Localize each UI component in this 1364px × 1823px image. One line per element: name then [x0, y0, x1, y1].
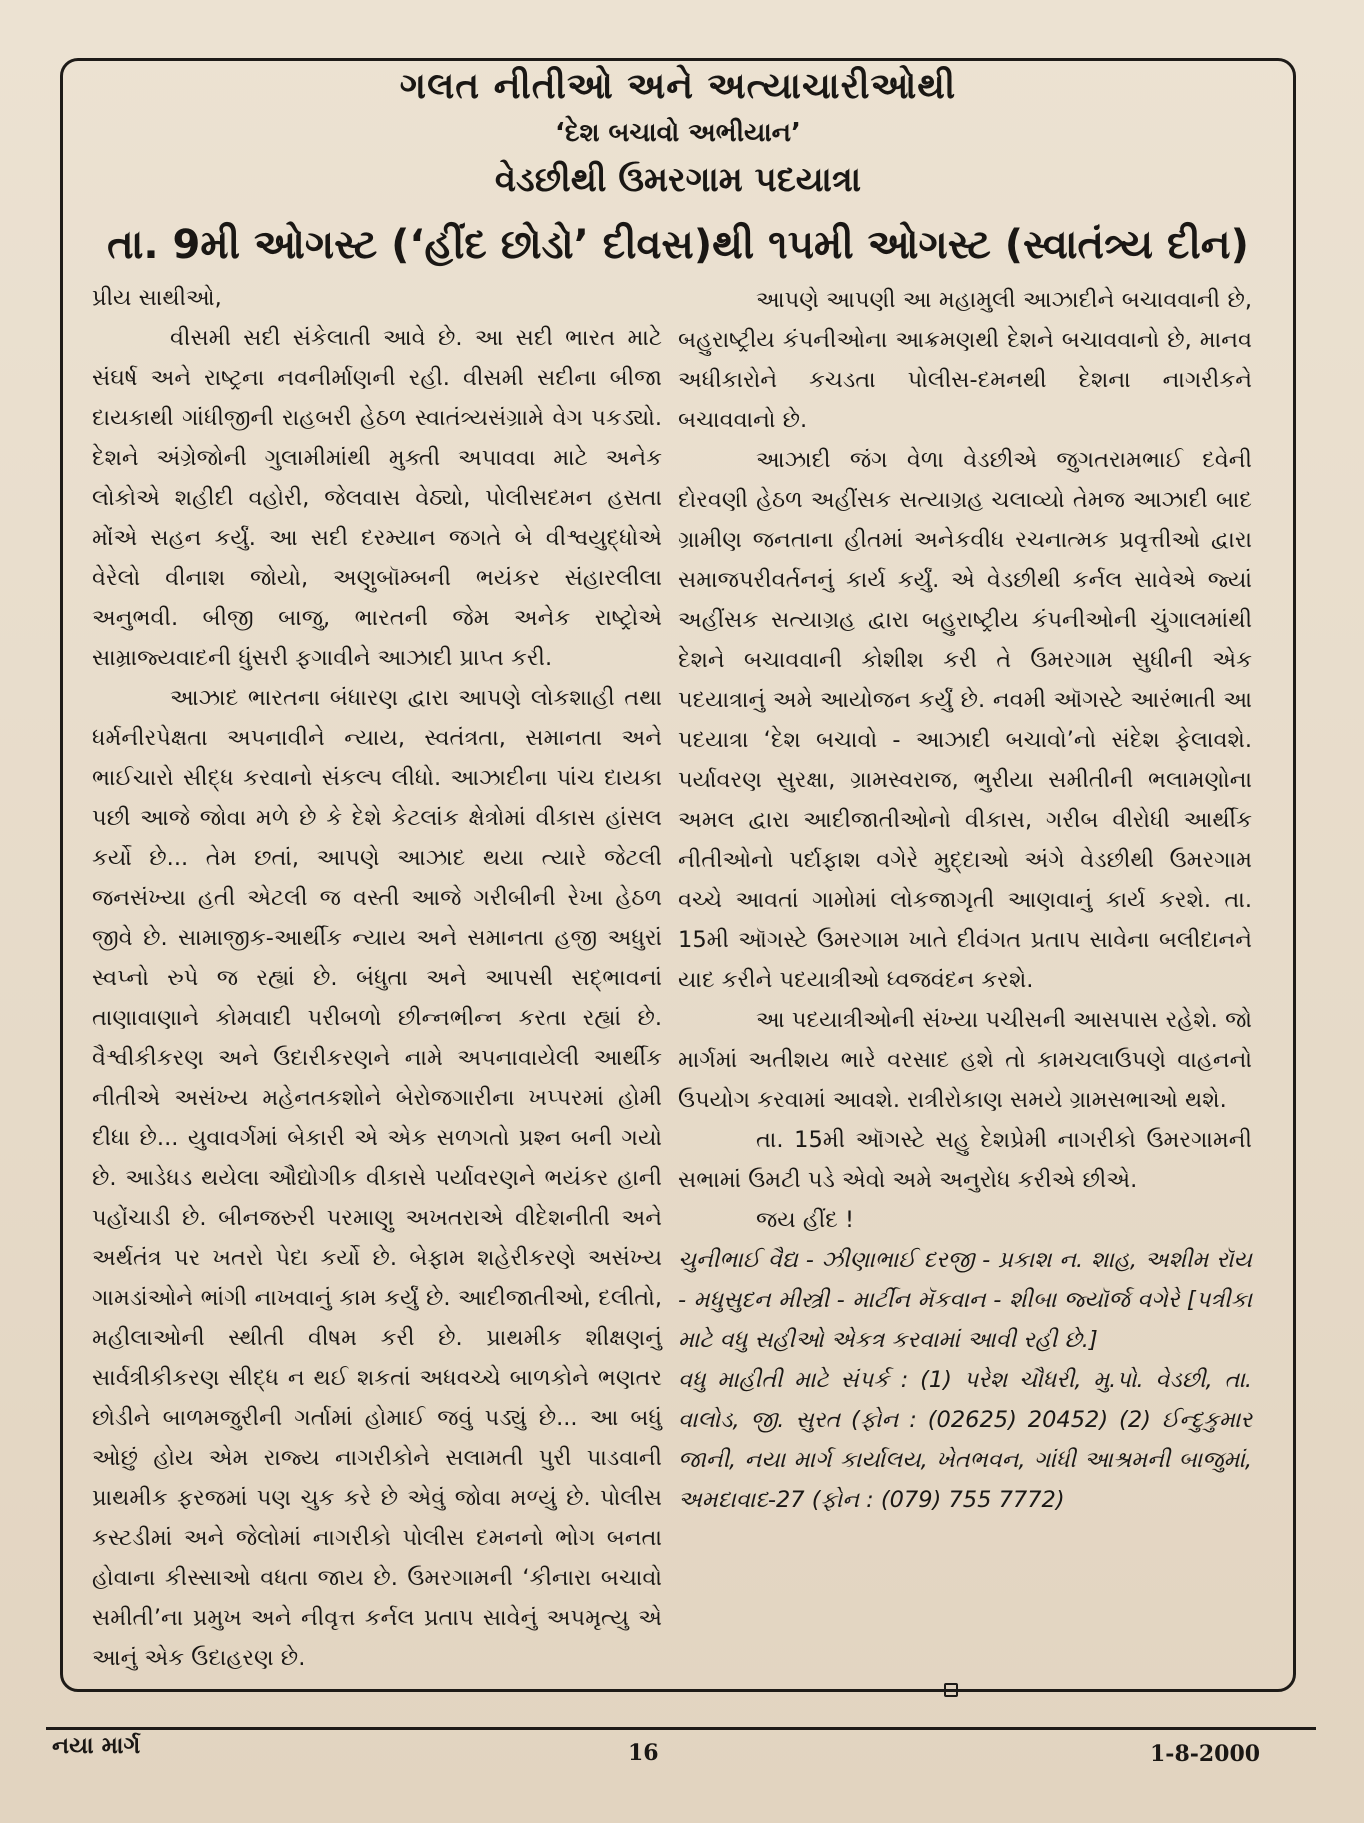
footer-rule	[46, 1727, 1316, 1730]
signatories: ચુનીભાઈ વૈદ્ય - ઝીણાભાઈ દરજી - પ્રકાશ ન. શાહ, અશીમ રૉય - મધુસુદન મીસ્ત્રી - માર્ટીન મૅકવાન - શીબા જ્યૉર્જ વગેરે [પત્રીકા માટે વધુ સહીઓ એકત્ર કરવામાં આવી રહી છે.]	[678, 1247, 1252, 1353]
publication-name: નયા માર્ગ	[52, 1733, 141, 1759]
left-column	[92, 278, 662, 1678]
issue-date: 1-8-2000	[1150, 1741, 1261, 1767]
right-paragraph-2: આઝાદી જંગ વેળા વેડછીએ જુગતરામભાઈ દવેની દોરવણી હેઠળ અહીંસક સત્યાગ્રહ ચલાવ્યો તેમજ આઝાદી બાદ ગ્રામીણ જનતાના હીતમાં અનેકવીધ રચનાત્મક પ્રવૃત્તીઓ દ્વારા સમાજપરીવર્તનનું કાર્ય કર્યું. એ વેડછીથી કર્નલ સાવેએ જ્યાં અહીંસક સત્યાગ્રહ દ્વારા બહુરાષ્ટ્રીય કંપનીઓની ચુંગાલમાંથી દેશને બચાવવાની કોશીશ કરી તે ઉમરગામ સુધીની એક પદયાત્રાનું અમે આયોજન કર્યું છે. નવમી ઑગસ્ટે આરંભાતી આ પદયાત્રા ‘દેશ બચાવો - આઝાદી બચાવો’નો સંદેશ ફેલાવશે. પર્યાવરણ સુરક્ષા, ગ્રામસ્વરાજ, ભુરીયા સમીતીની ભલામણોના અમલ દ્વારા આદીજાતીઓનો વીકાસ, ગરીબ વીરોધી આર્થીક નીતીઓનો પર્દાફાશ વગેરે મુદ્દાઓ અંગે વેડછીથી ઉમરગામ વચ્ચે આવતાં ગામોમાં લોકજાગૃતી આણવાનું કાર્ય કરશે. તા. 15મી ઑગસ્ટે ઉમરગામ ખાતે દીવંગત પ્રતાપ સાવેના બલીદાનને યાદ કરીને પદયાત્રીઓ ધ્વજવંદન કરશે.	[678, 447, 1252, 993]
headline-line-1: ગલત નીતીઓ અને અત્યાચારીઓથી	[399, 66, 957, 107]
right-column	[678, 280, 1252, 1520]
right-paragraph-1: આપણે આપણી આ મહામુલી આઝાદીને બચાવવાની છે, બહુરાષ્ટ્રીય કંપનીઓના આક્રમણથી દેશને બચાવવાનો છે, માનવ અધીકારોને કચડતા પોલીસ-દમનથી દેશના નાગરીકને બચાવવાનો છે.	[678, 287, 1252, 433]
left-paragraph-1: વીસમી સદી સંકેલાતી આવે છે. આ સદી ભારત માટે સંઘર્ષ અને રાષ્ટ્રના નવનીર્માણની રહી. વીસમી સદીના બીજા દાયકાથી ગાંધીજીની રાહબરી હેઠળ સ્વાતંત્ર્યસંગ્રામે વેગ પકડ્યો. દેશને અંગ્રેજોની ગુલામીમાંથી મુક્તી અપાવવા માટે અનેક લોકોએ શહીદી વહોરી, જેલવાસ વેઠ્યો, પોલીસદમન હસતા મોંએ સહન કર્યું. આ સદી દરમ્યાન જગતે બે વીશ્વયુદ્ધોએ વેરેલો વીનાશ જોયો, અણુબૉમ્બની ભયંકર સંહારલીલા અનુભવી. બીજી બાજુ, ભારતની જેમ અનેક રાષ્ટ્રોએ સામ્રાજ્યવાદની ધુંસરી ફગાવીને આઝાદી પ્રાપ્ત કરી.	[92, 325, 662, 671]
march-route: વેડછીથી ઉમરગામ પદયાત્રા	[494, 160, 862, 200]
closing: જય હીંદ !	[756, 1207, 855, 1233]
campaign-name: ‘દેશ બચાવો અભીયાન’	[555, 118, 801, 148]
right-paragraph-4: તા. 15મી ઑગસ્ટે સહુ દેશપ્રેમી નાગરીકો ઉમરગામની સભામાં ઉમટી પડે એવો અમે અનુરોધ કરીએ છીએ.	[678, 1127, 1252, 1193]
page-number: 16	[628, 1740, 659, 1766]
salutation: પ્રીય સાથીઓ,	[92, 285, 222, 311]
march-dates: તા. 9મી ઓગસ્ટ (‘હીંદ છોડો’ દીવસ)થી ૧૫મી ઓગસ્ટ (સ્વાતંત્ર્ય દીન)	[107, 222, 1249, 268]
right-paragraph-3: આ પદયાત્રીઓની સંખ્યા પચીસની આસપાસ રહેશે. જો માર્ગમાં અતીશય ભારે વરસાદ હશે તો કામચલાઉપણે વાહનનો ઉપયોગ કરવામાં આવશે. રાત્રીરોકાણ સમયે ગ્રામસભાઓ થશે.	[678, 1007, 1252, 1113]
left-paragraph-2: આઝાદ ભારતના બંધારણ દ્વારા આપણે લોકશાહી તથા ધર્મનીરપેક્ષતા અપનાવીને ન્યાય, સ્વતંત્રતા, સમાનતા અને ભાઈચારો સીદ્ધ કરવાનો સંકલ્પ લીધો. આઝાદીના પાંચ દાયકા પછી આજે જોવા મળે છે કે દેશે કેટલાંક ક્ષેત્રોમાં વીકાસ હાંસલ કર્યો છે... તેમ છતાં, આપણે આઝાદ થયા ત્યારે જેટલી જનસંખ્યા હતી એટલી જ વસ્તી આજે ગરીબીની રેખા હેઠળ જીવે છે. સામાજીક-આર્થીક ન્યાય અને સમાનતા હજી અધુરાં સ્વપ્નો રુપે જ રહ્યાં છે. બંધુતા અને આપસી સદ્ભાવનાં તાણાવાણાને કોમવાદી પરીબળો છીન્નભીન્ન કરતા રહ્યાં છે. વૈશ્વીકીકરણ અને ઉદારીકરણને નામે અપનાવાયેલી આર્થીક નીતીએ અસંખ્ય મહેનતકશોને બેરોજગારીના ખપ્પરમાં હોમી દીધા છે... યુવાવર્ગમાં બેકારી એ એક સળગતો પ્રશ્ન બની ગયો છે. આડેધડ થયેલા ઔદ્યોગીક વીકાસે પર્યાવરણને ભયંકર હાની પહોંચાડી છે. બીનજરુરી પરમાણુ અખતરાએ વીદેશનીતી અને અર્થતંત્ર પર ખતરો પેદા કર્યો છે. બેફામ શહેરીકરણે અસંખ્ય ગામડાંઓને ભાંગી નાખવાનું કામ કર્યું છે. આદીજાતીઓ, દલીતો, મહીલાઓની સ્થીતી વીષમ કરી છે. પ્રાથમીક શીક્ષણનું સાર્વત્રીકીકરણ સીદ્ધ ન થઈ શકતાં અધવચ્ચે બાળકોને ભણતર છોડીને બાળમજુરીની ગર્તામાં હોમાઈ જવું પડ્યું છે... આ બધું ઓછું હોય એમ રાજ્ય નાગરીકોને સલામતી પુરી પાડવાની પ્રાથમીક ફરજમાં પણ ચુક કરે છે એવું જોવા મળ્યું છે. પોલીસ કસ્ટડીમાં અને જેલોમાં નાગરીકો પોલીસ દમનનો ભોગ બનતા હોવાના કીસ્સાઓ વધતા જાય છે. ઉમરગામની ‘કીનારા બચાવો સમીતી’ના પ્રમુખ અને નીવૃત્ત કર્નલ પ્રતાપ સાવેનું અપમૃત્યુ એ આનું એક ઉદાહરણ છે.	[92, 685, 662, 1671]
end-of-article-square-icon	[944, 1683, 958, 1697]
contact-info: વધુ માહીતી માટે સંપર્ક : (1) પરેશ ચૌધરી, મુ.પો. વેડછી, તા. વાલોડ, જી. સુરત (ફોન : (02625) 20452) (2) ઈન્દુકુમાર જાની, નયા માર્ગ કાર્યાલય, ખેતભવન, ગાંધી આશ્રમની બાજુમાં, અમદાવાદ-27 (ફોન : (079) 755 7772)	[678, 1367, 1252, 1513]
